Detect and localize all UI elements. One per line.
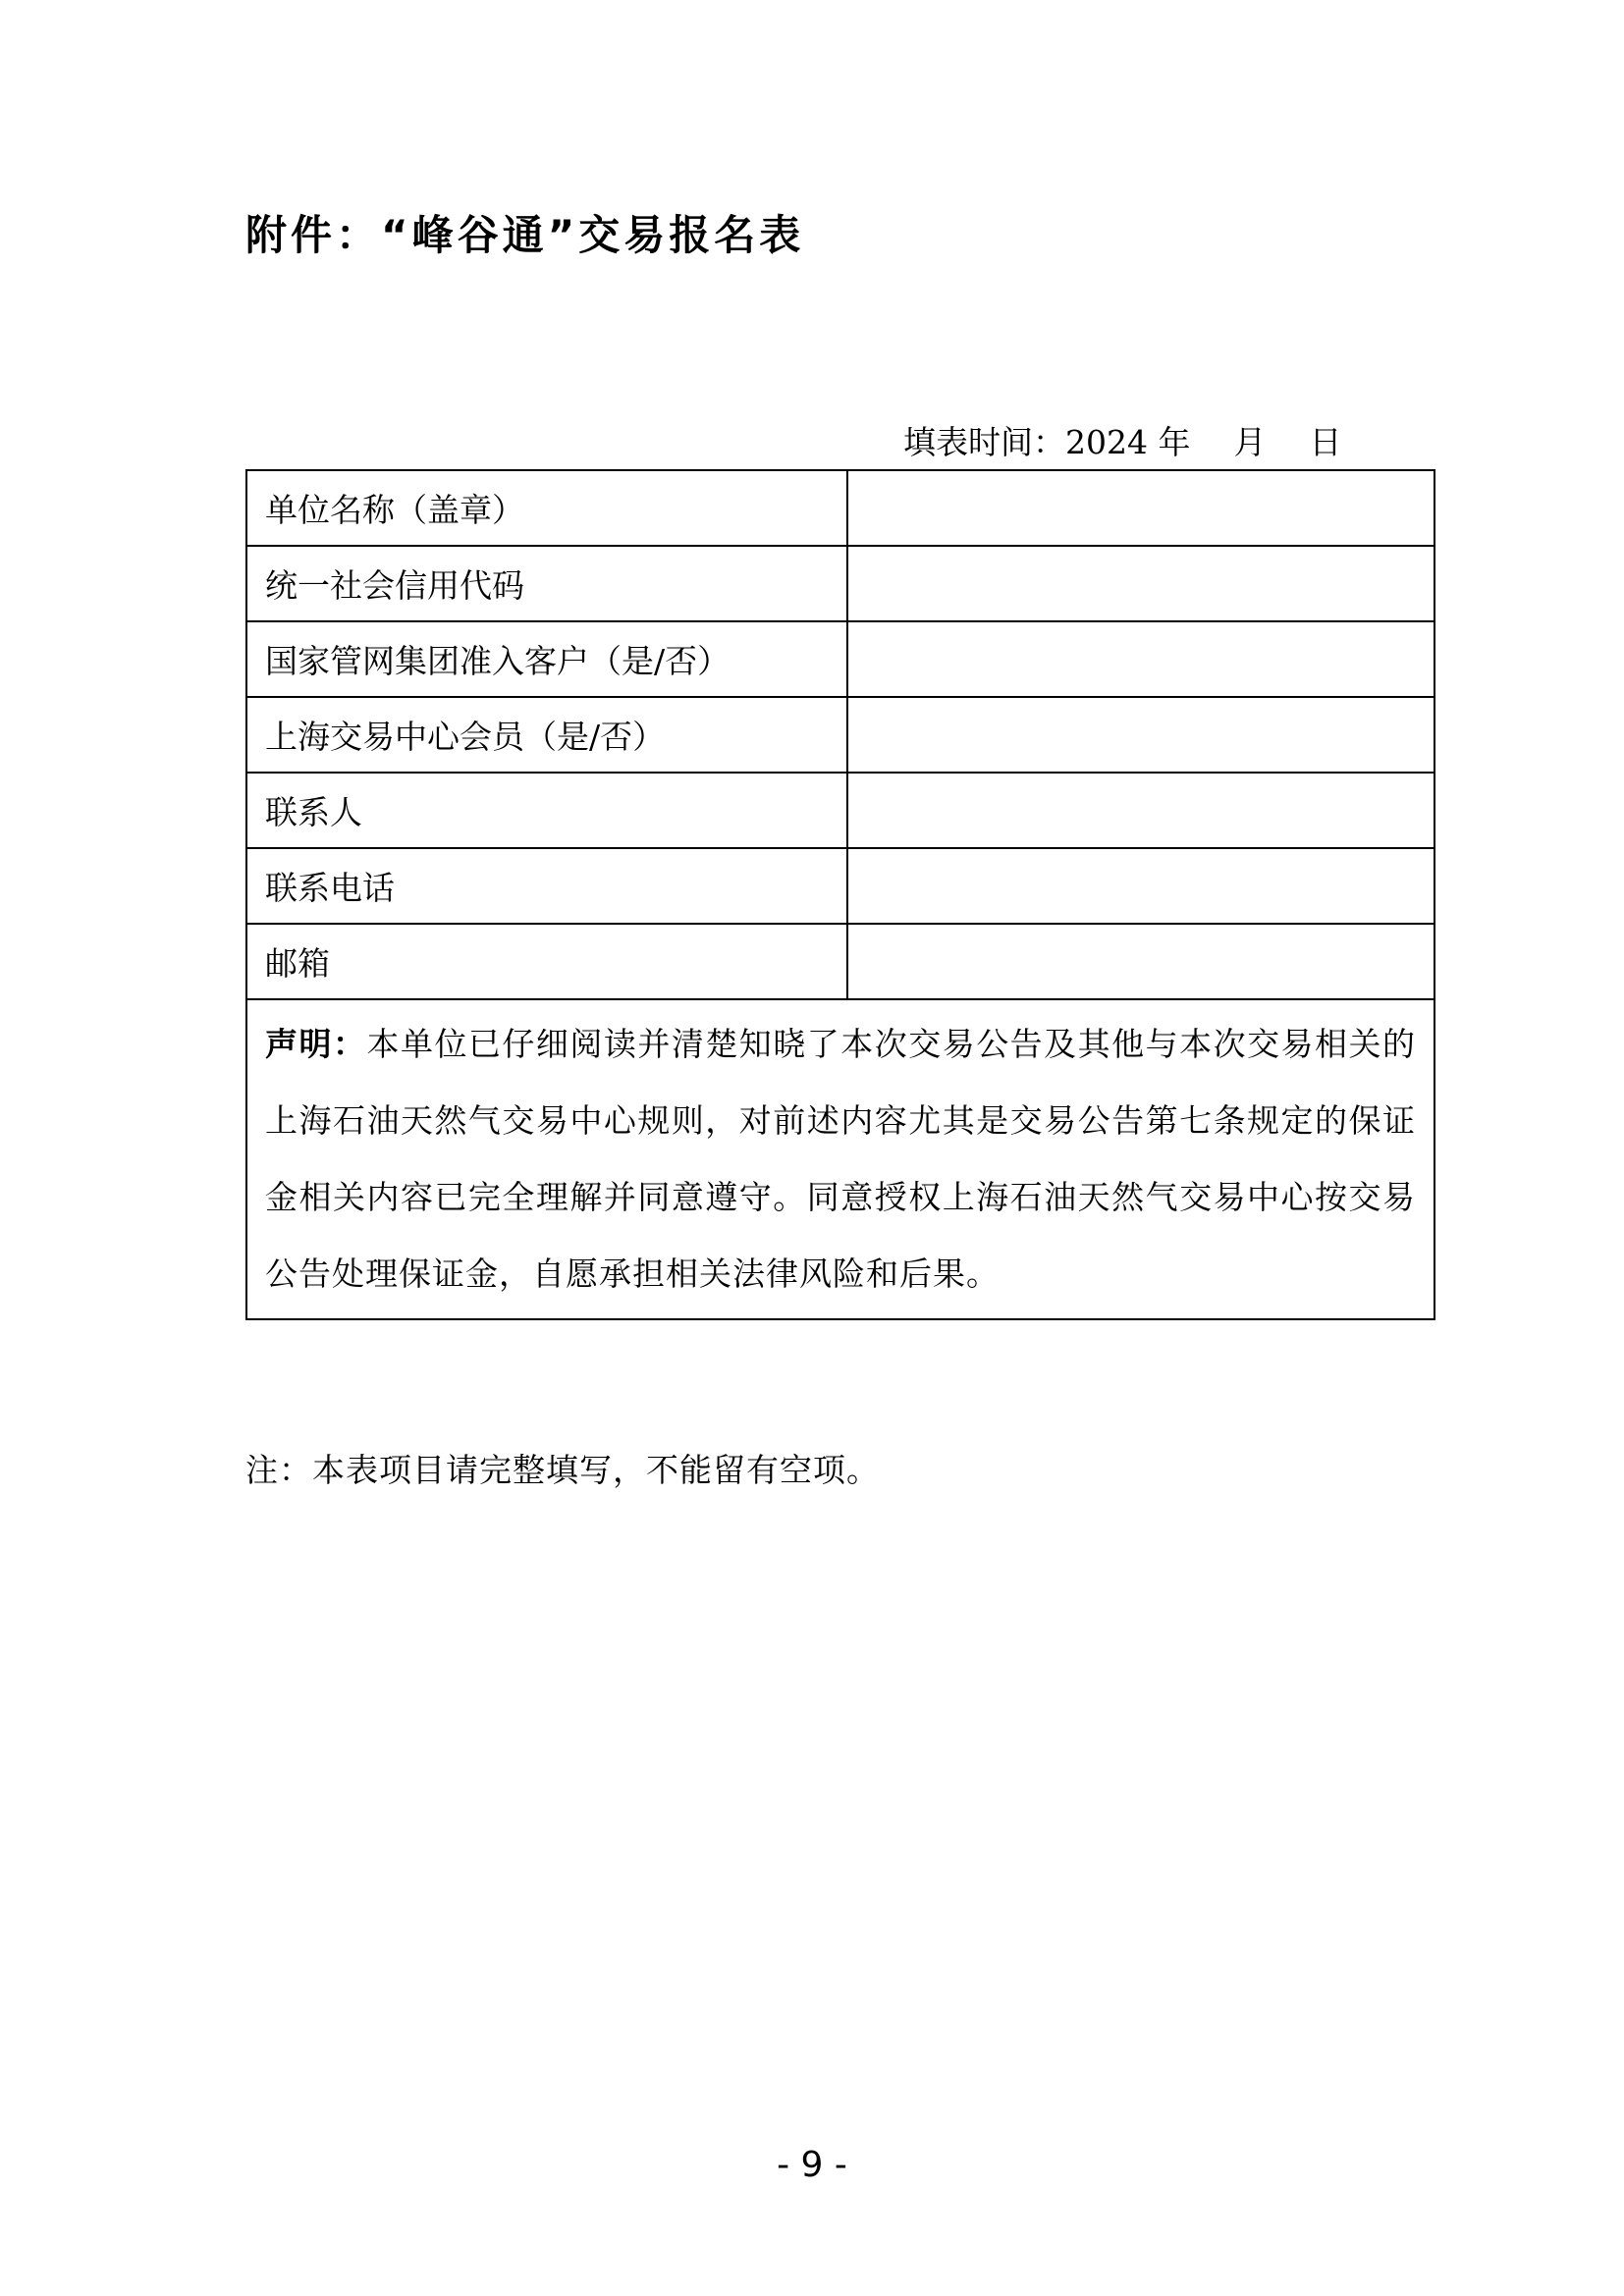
fill-date-day: 日 <box>1309 423 1342 461</box>
fill-date <box>903 417 1341 463</box>
email-field[interactable] <box>847 924 1435 999</box>
exchange-member-label: 上海交易中心会员（是/否） <box>246 697 847 773</box>
pipechina-customer-field[interactable] <box>847 621 1435 697</box>
table-row <box>246 999 1435 1319</box>
declaration-cell <box>246 999 1435 1319</box>
email-label: 邮箱 <box>246 924 847 999</box>
table-row <box>246 924 1435 999</box>
credit-code-field[interactable] <box>847 546 1435 621</box>
contact-phone-label: 联系电话 <box>246 848 847 924</box>
fill-date-label: 填表时间：2024 年 <box>903 423 1191 461</box>
table-row <box>246 546 1435 621</box>
document-title: 附件：“峰谷通”交易报名表 <box>245 211 805 259</box>
table-row <box>246 621 1435 697</box>
pipechina-customer-label: 国家管网集团准入客户（是/否） <box>246 621 847 697</box>
company-name-field[interactable] <box>847 470 1435 546</box>
table-row <box>246 773 1435 848</box>
table-row <box>246 470 1435 546</box>
credit-code-label: 统一社会信用代码 <box>246 546 847 621</box>
contact-person-field[interactable] <box>847 773 1435 848</box>
table-row <box>246 848 1435 924</box>
registration-form-table <box>245 469 1435 1320</box>
fill-date-month: 月 <box>1233 423 1267 461</box>
contact-person-label: 联系人 <box>246 773 847 848</box>
page-number: - 9 - <box>777 2145 847 2185</box>
table-row <box>246 697 1435 773</box>
form-note: 注：本表项目请完整填写，不能留有空项。 <box>245 1451 880 1489</box>
contact-phone-field[interactable] <box>847 848 1435 924</box>
declaration-heading: 声明： <box>265 1025 367 1063</box>
exchange-member-field[interactable] <box>847 697 1435 773</box>
declaration-text: 本单位已仔细阅读并清楚知晓了本次交易公告及其他与本次交易相关的上海石油天然气交易中心规则，对前述内容尤其是交易公告第七条规定的保证金相关内容已完全理解并同意遵守。同意授权上海石油天然气交易中心按交易公告处理保证金，自愿承担相关法律风险和后果。 <box>265 1025 1417 1293</box>
company-name-label: 单位名称（盖章） <box>246 470 847 546</box>
